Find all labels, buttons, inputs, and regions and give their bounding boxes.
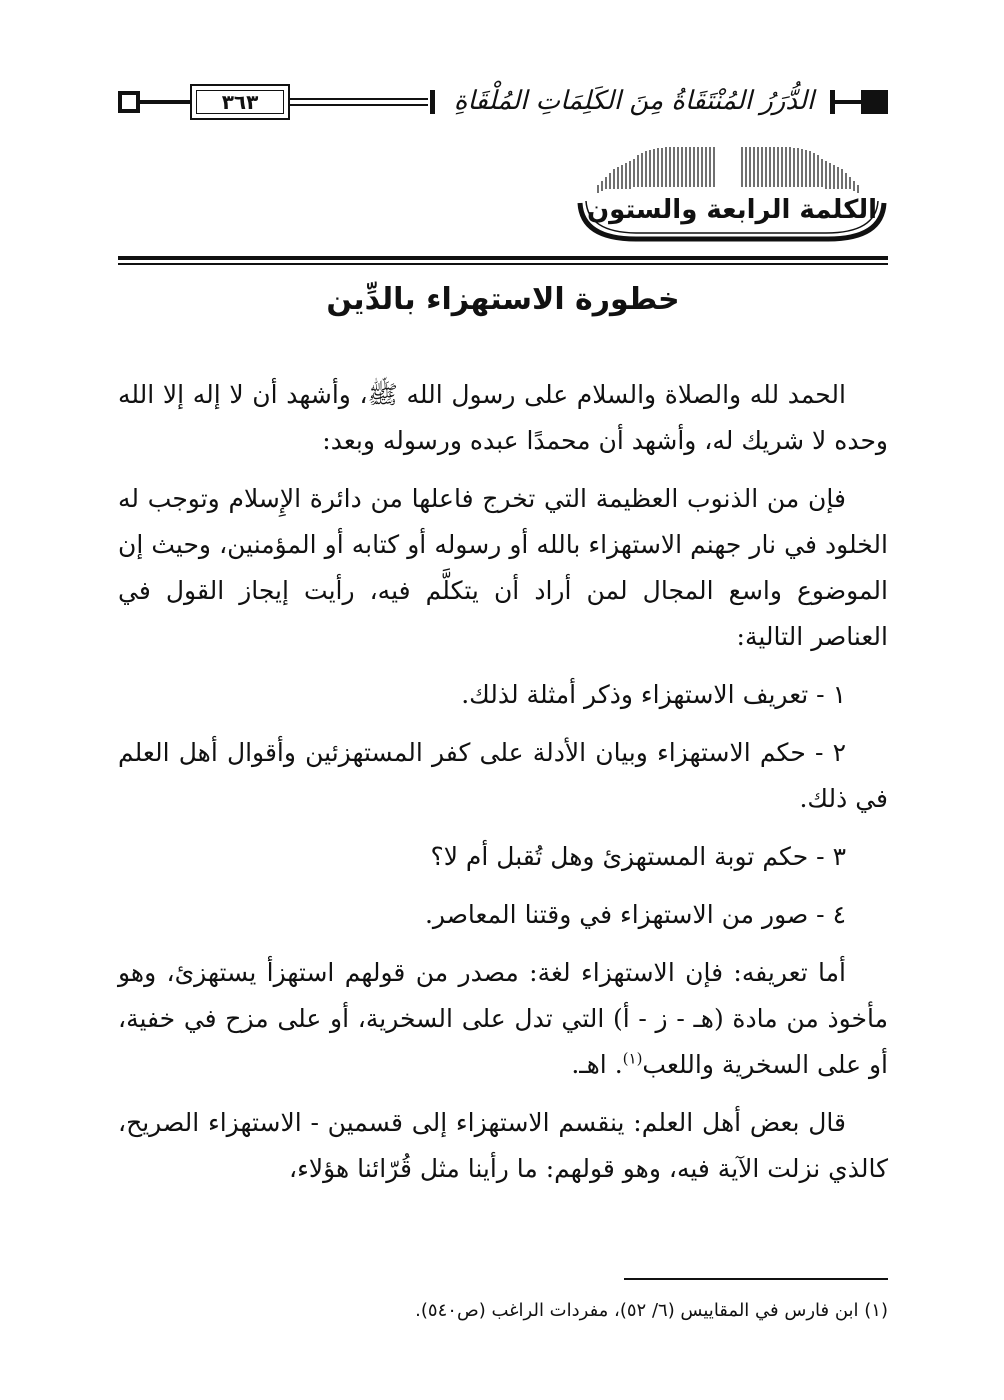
header-rule [835, 100, 861, 104]
body-text [118, 372, 888, 1204]
header-rule [290, 98, 428, 100]
list-item: ١ - تعريف الاستهزاء وذكر أمثلة لذلك. [461, 680, 846, 709]
paragraph: فإن من الذنوب العظيمة التي تخرج فاعلها من دائرة الإِسلام وتوجب له الخلود في نار جهنم الاستهزاء بالله أو رسوله أو كتابه أو المؤمنين، وحيث إن الموضوع واسع المجال لمن أراد أن يتكلَّم فيه، رأيت إيجاز القول في العناصر التالية: [118, 484, 888, 651]
page-number-frame [190, 84, 290, 120]
book-title: الدُّرَرُ المُنْتَقَاةُ مِنَ الكَلِمَاتِ المُلْقَاةِ [453, 86, 815, 116]
list-item: ٣ - حكم توبة المستهزئ وهل تُقبل أم لا؟ [430, 842, 846, 871]
header-ornament-block [861, 90, 888, 114]
footnote-reference[interactable]: (١) [622, 1049, 643, 1068]
header-ornament-square [118, 91, 140, 113]
title-divider [118, 256, 888, 260]
chapter-label: الكلمة الرابعة والستون [586, 195, 878, 225]
header-rule [140, 100, 190, 104]
list-item: ٢ - حكم الاستهزاء وبيان الأدلة على كفر المستهزئين وأقوال أهل العلم في ذلك. [118, 738, 888, 813]
definition-tail: . اهـ. [571, 1050, 623, 1079]
header-bar [430, 90, 435, 114]
running-header [118, 82, 888, 122]
chapter-badge [576, 147, 888, 243]
footnote-separator [624, 1278, 888, 1280]
paragraph: قال بعض أهل العلم: ينقسم الاستهزاء إلى قسمين - الاستهزاء الصريح، كالذي نزلت الآية فيه، وهو قولهم: ما رأينا مثل قُرّائنا هؤلاء، [118, 1108, 888, 1183]
footnote: (١) ابن فارس في المقاييس (٦/ ٥٢)، مفردات الراغب (ص٥٤٠). [415, 1300, 888, 1321]
paragraph: الحمد لله والصلاة والسلام على رسول الله ﷺ، وأشهد أن لا إله إلا الله وحده لا شريك له، وأشهد أن محمدًا عبده ورسوله وبعد: [118, 380, 888, 455]
paragraph [118, 950, 888, 1088]
list-item: ٤ - صور من الاستهزاء في وقتنا المعاصر. [424, 900, 846, 929]
page-number: ٣٦٣ [221, 90, 259, 114]
title-divider [118, 263, 888, 265]
header-rule [290, 104, 428, 106]
definition-text: أما تعريفه: فإن الاستهزاء لغة: مصدر من قولهم استهزأ يستهزئ، وهو مأخوذ من مادة (هـ - ز - أ) التي تدل على السخرية، أو على مزح في خفية، أو على السخرية واللعب [118, 958, 888, 1079]
section-title: خطورة الاستهزاء بالدِّين [326, 282, 680, 317]
